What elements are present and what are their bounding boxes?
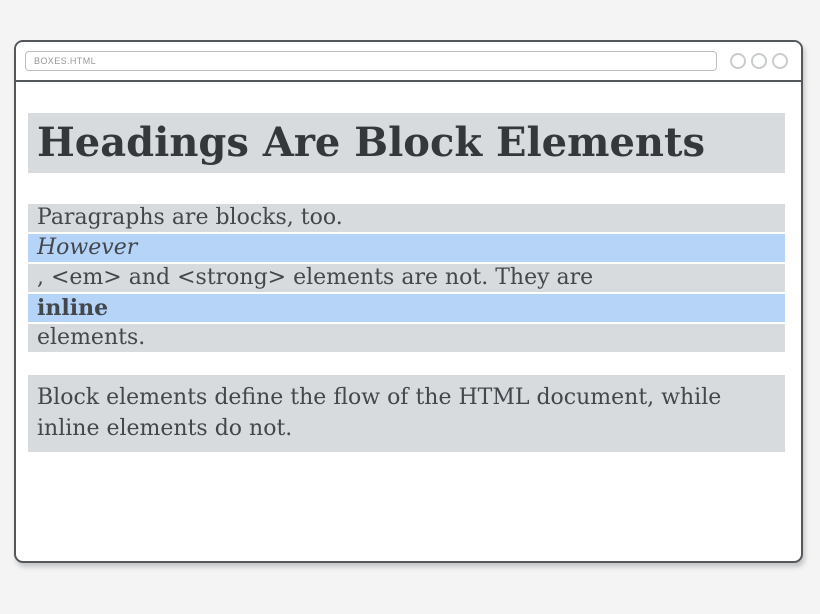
- address-bar-url: BOXES.HTML: [34, 55, 97, 66]
- text-line-elements: elements.: [28, 324, 785, 352]
- window-control-circle-1-icon[interactable]: [730, 53, 746, 69]
- paragraph-block-flow: Block elements define the flow of the HTML document, while inline elements do not.: [28, 375, 785, 452]
- page-content: [16, 82, 801, 452]
- window-controls: [730, 53, 788, 69]
- text-line-em-strong-not: , <em> and <strong> elements are not. They are: [28, 264, 785, 292]
- text-line-however-em: However: [28, 234, 785, 262]
- address-bar[interactable]: [25, 51, 717, 71]
- window-header: [16, 42, 801, 82]
- text-line-inline-strong: inline: [28, 294, 785, 322]
- page-title: Headings Are Block Elements: [28, 113, 785, 173]
- window-control-circle-2-icon[interactable]: [751, 53, 767, 69]
- text-line-paragraphs-blocks: Paragraphs are blocks, too.: [28, 204, 785, 232]
- browser-window: [14, 40, 803, 563]
- window-control-circle-3-icon[interactable]: [772, 53, 788, 69]
